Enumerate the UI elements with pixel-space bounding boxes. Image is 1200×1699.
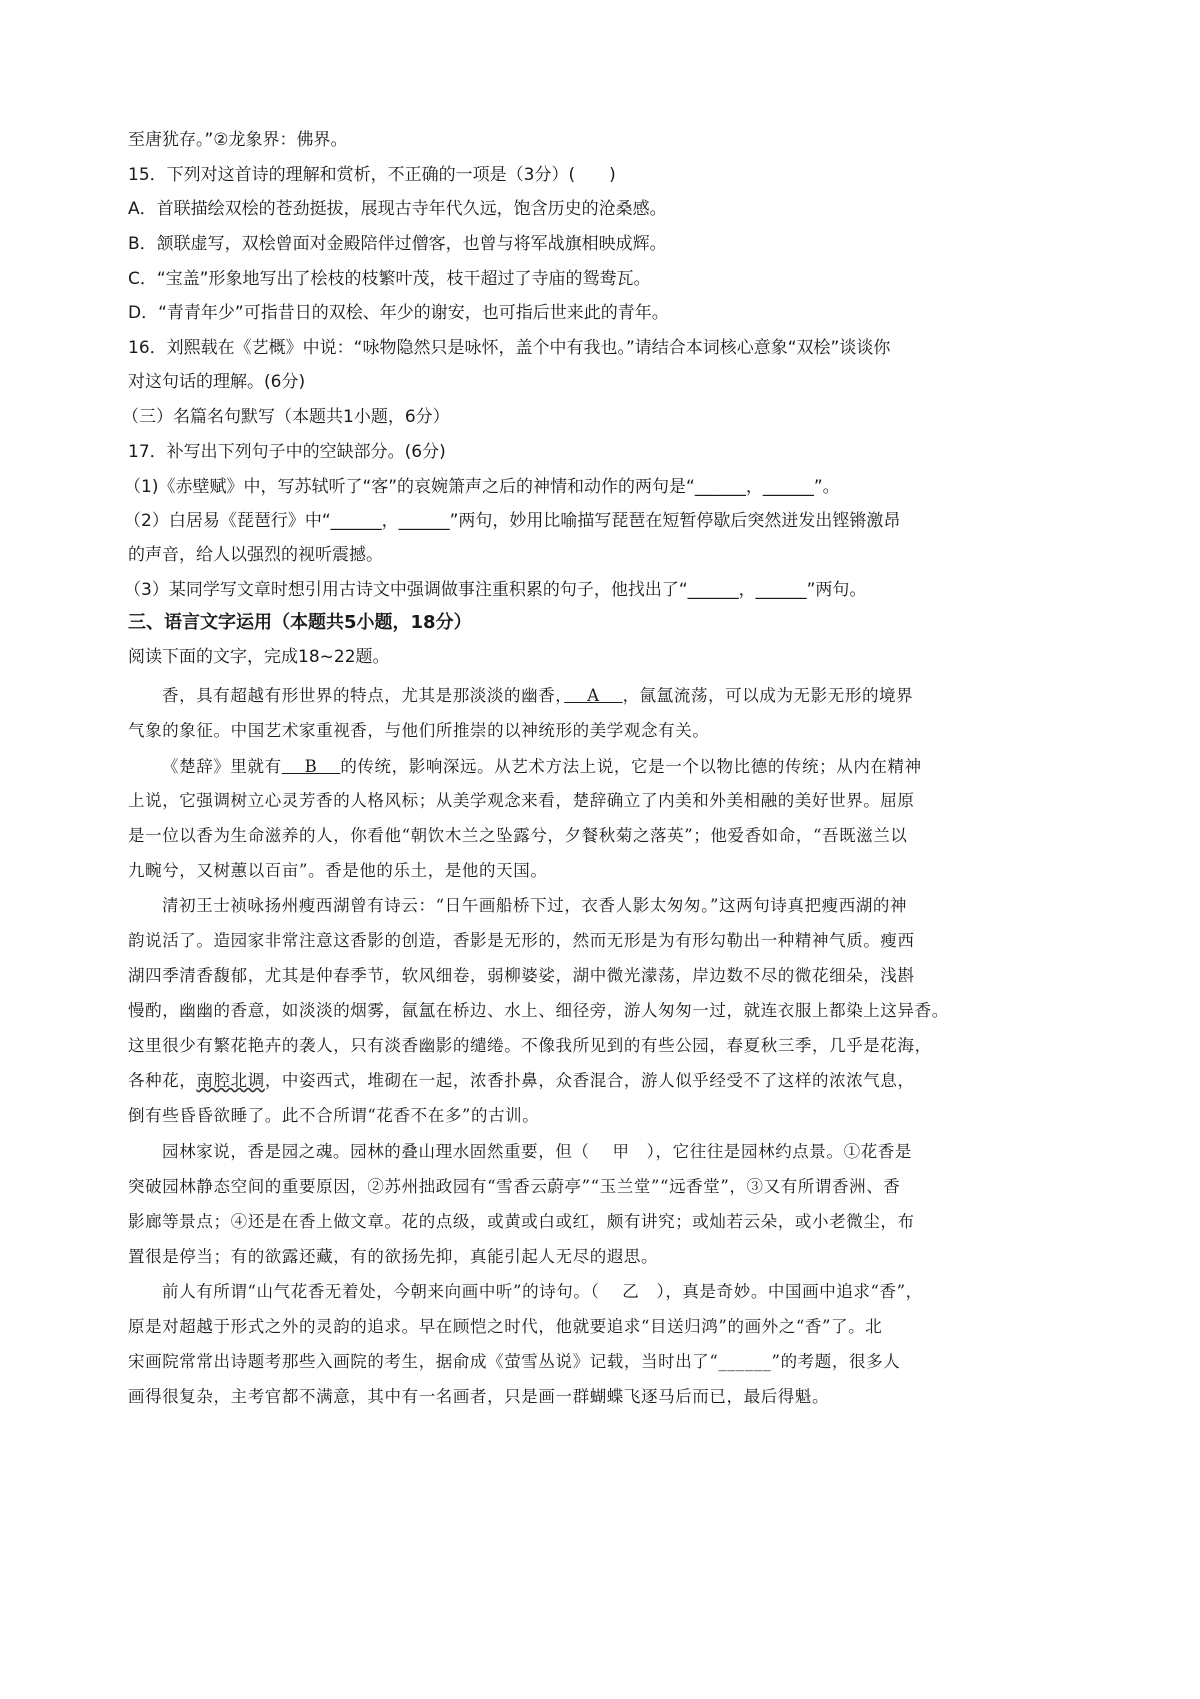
passage-p5-line-4: 画得很复杂，主考官都不满意，其中有一名画者，只是画一群蝴蝶飞逐马后而已，最后得魁。 (128, 1387, 830, 1406)
passage-p5-line-3: 宋画院常常出诗题考那些入画院的考生，据俞成《萤雪丛说》记载，当时出了“______”的考题，很多人 (128, 1352, 901, 1371)
passage-p2-line-1 (162, 755, 922, 779)
section-3-title: （三）名篇名句默写（本题共1小题，6分） (122, 407, 450, 427)
question-17-stem: 17．补写出下列句子中的空缺部分。(6分) (128, 442, 446, 462)
question-17-item-2-line-1: （2）白居易《琵琶行》中“______，______”两句，妙用比喻描写琵琶在短暂停歇后突然迸发出铿锵激昂 (124, 511, 901, 531)
question-15-stem: 15．下列对这首诗的理解和赏析，不正确的一项是（3分）( ) (128, 165, 616, 185)
passage-p3-line-5: 这里很少有繁花艳卉的袭人，只有淡香幽影的缱绻。不像我所见到的有些公园，春夏秋三季，几乎是花海， (128, 1036, 932, 1055)
passage-text: ，氤氲流荡，可以成为无影无形的境界 (622, 686, 914, 705)
passage-p5-line-2: 原是对超越于形式之外的灵韵的追求。早在顾恺之时代，他就要追求“目送归鸿”的画外之“香”了。北 (128, 1317, 883, 1336)
passage-p3-line-2: 韵说活了。造园家非常注意这香影的创造，香影是无形的，然而无形是为有形勾勒出一种精神气质。瘦西 (128, 931, 915, 950)
option-a: A．首联描绘双桧的苍劲挺拔，展现古寺年代久远，饱含历史的沧桑感。 (128, 199, 667, 219)
passage-p2-line-3: 是一位以香为生命滋养的人，你看他“朝饮木兰之坠露兮，夕餐秋菊之落英”；他爱香如命，“吾既滋兰以 (128, 826, 908, 845)
passage-p3-line-1: 清初王士祯咏扬州瘦西湖曾有诗云：“日午画船桥下过，衣香人影太匆匆。”这两句诗真把瘦西湖的神 (162, 896, 908, 915)
blank-a: A (564, 686, 623, 705)
note-line: 至唐犹存。”②龙象界：佛界。 (128, 130, 348, 150)
question-17-item-1: （1)《赤壁赋》中，写苏轼听了“客”的哀婉箫声之后的神情和动作的两句是“______，______”。 (124, 477, 840, 497)
option-d: D．“青青年少”可指昔日的双桧、年少的谢安，也可指后世来此的青年。 (128, 303, 669, 323)
passage-p4-line-4: 置很是停当；有的欲露还藏，有的欲扬先抑，真能引起人无尽的遐思。 (128, 1247, 659, 1266)
reading-instructions: 阅读下面的文字，完成18~22题。 (128, 647, 390, 667)
passage-p1-line-1 (162, 684, 913, 708)
wavy-underlined-idiom: 南腔北调 (196, 1071, 265, 1090)
question-16-line-2: 对这句话的理解。(6分) (128, 372, 306, 392)
passage-text: 《楚辞》里就有 (162, 757, 282, 776)
passage-p4-line-1: 园林家说，香是园之魂。园林的叠山理水固然重要，但（ 甲 ），它往往是园林约点景。①花香是 (162, 1142, 912, 1161)
passage-p3-line-3: 湖四季清香馥郁，尤其是仲春季节，软风细卷，弱柳婆娑，湖中微光濛荡，岸边数不尽的微花细朵，浅斟 (128, 966, 915, 985)
passage-p1-line-2: 气象的象征。中国艺术家重视香，与他们所推崇的以神统形的美学观念有关。 (128, 721, 710, 740)
blank-b: B (281, 757, 341, 776)
question-17-item-2-line-2: 的声音，给人以强烈的视听震撼。 (128, 545, 383, 565)
passage-p2-line-2: 上说，它强调树立心灵芳香的人格风标；从美学观念来看，楚辞确立了内美和外美相融的美好世界。屈原 (128, 791, 915, 810)
passage-p4-line-3: 影廊等景点；④还是在香上做文章。花的点级，或黄或白或红，颇有讲究；或灿若云朵，或小老微尘，布 (128, 1212, 915, 1231)
question-17-item-3: （3）某同学写文章时想引用古诗文中强调做事注重积累的句子，他找出了“______，______”两句。 (124, 580, 867, 600)
passage-p5-line-1: 前人有所谓“山气花香无着处，今朝来向画中听”的诗句。（ 乙 ），真是奇妙。中国画中追求“香”， (162, 1282, 923, 1301)
passage-text: 的传统，影响深远。从艺术方法上说，它是一个以物比德的传统；从内在精神 (340, 757, 922, 776)
passage-p3-line-7: 倒有些昏昏欲睡了。此不合所谓“花香不在多”的古训。 (128, 1106, 540, 1125)
passage-p2-line-4: 九畹兮，又树蕙以百亩”。香是他的乐土，是他的天国。 (128, 861, 548, 880)
passage-p3-line-4: 慢酌，幽幽的香意，如淡淡的烟雾，氤氲在桥边、水上、细径旁，游人匆匆一过，就连衣服上都染上这异香。 (128, 1001, 949, 1020)
passage-p3-line-6 (128, 1069, 915, 1093)
passage-p4-line-2: 突破园林静态空间的重要原因，②苏州拙政园有“雪香云蔚亭”“玉兰堂”“远香堂”，③又有所谓香洲、香 (128, 1177, 901, 1196)
passage-text: ，中姿西式，堆砌在一起，浓香扑鼻，众香混合，游人似乎经受不了这样的浓浓气息， (264, 1071, 915, 1090)
option-c: C．“宝盖”形象地写出了桧枝的枝繁叶茂，枝干超过了寺庙的鸳鸯瓦。 (128, 269, 651, 289)
question-16-line-1: 16．刘熙载在《艺概》中说：“咏物隐然只是咏怀，盖个中有我也。”请结合本词核心意象“双桧”谈谈你 (128, 338, 891, 358)
part-3-heading: 三、语言文字运用（本题共5小题，18分） (128, 612, 472, 633)
passage-text: 各种花， (128, 1071, 197, 1090)
option-b: B．颔联虚写，双桧曾面对金殿陪伴过僧客，也曾与将军战旗相映成辉。 (128, 234, 667, 254)
passage-text: 香，具有超越有形世界的特点，尤其是那淡淡的幽香， (162, 686, 565, 705)
